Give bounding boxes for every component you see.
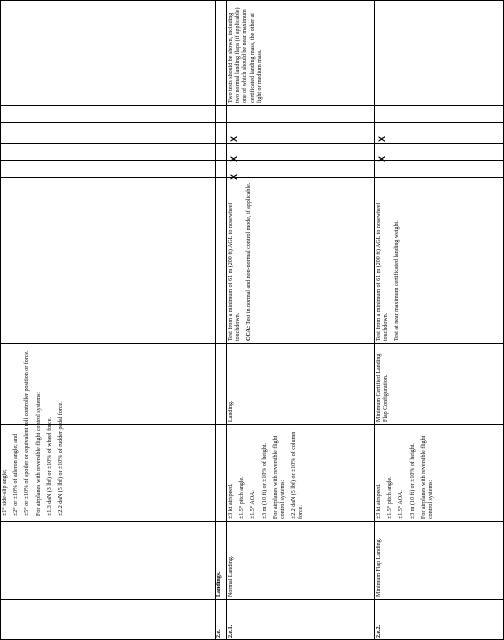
table-border-top bbox=[0, 0, 504, 1]
col-rule-number bbox=[0, 599, 504, 600]
row-2e1-number: 2.e.1. bbox=[228, 624, 234, 638]
col-rule-x4 bbox=[0, 122, 504, 123]
row-2e2-number: 2.e.2. bbox=[376, 624, 382, 638]
section-number: 2.e. bbox=[216, 629, 222, 638]
table-border-left bbox=[0, 0, 1, 640]
previous-tolerance-text: ±1° side-slip angle; ±2° or ±10% of aileron angle; and ±5° or ±10% of spoiler or equivalent roll controller position or force. For airplanes with reversible flight control systems: ±1.3 daN (3 lbf) or ±10% of wheel force. ±2.2 daN (5 lbf) or ±10% of rudder pedal force. bbox=[2, 350, 65, 516]
col-rule-x5 bbox=[0, 105, 504, 106]
row-2e2-condition: Minimum Certified Landing Flap Configuration. bbox=[376, 353, 390, 422]
row-2e1-x-mark-1: X bbox=[229, 173, 240, 181]
col-rule-tolerance bbox=[0, 521, 504, 522]
row-2e1-remarks: Test from a minimum of 61 m (200 ft) AGL to nosewheel touchdown. CCA: Test in normal and non-normal control mode, if applicable. bbox=[228, 182, 253, 341]
col-rule-x2 bbox=[0, 160, 504, 161]
row-2e2-remarks: Test from a minimum of 61 m (200 ft) AGL to nosewheel touchdown. Test at near maximum certificated landing weight. bbox=[376, 202, 401, 341]
row-2e1-information: Two tests should be shown, including two normal landing flaps (if applicable) one of which should be near maximum certificated landing mass, the other at light or medium mass. bbox=[228, 7, 263, 103]
row-2e1-test: Normal Landing. bbox=[228, 555, 234, 597]
row-2e1-condition: Landing. bbox=[228, 400, 234, 422]
row-2e1-x-mark-3: X bbox=[229, 135, 240, 143]
row-2e2-x-mark-2: X bbox=[377, 135, 388, 143]
row-2e2-test: Minimum Flap Landing. bbox=[376, 537, 382, 597]
row-2e2-tolerance: ±3 kt airspeed. ±1.5° pitch angle. ±1.5° AOA. ±3 m (10 ft) or ±10% of height. For airplanes with reversible flight control systems: bbox=[376, 435, 435, 519]
row-rule-2e2 bbox=[374, 0, 375, 640]
section-title: Landings. bbox=[216, 571, 222, 597]
col-rule-x3 bbox=[0, 143, 504, 144]
row-2e1-x-mark-2: X bbox=[229, 155, 240, 163]
col-rule-x1 bbox=[0, 177, 504, 178]
row-2e1-tolerance: ±3 kt airspeed. ±1.5° pitch angle. ±1.5° AOA. ±3 m (10 ft) or ±10% of height. For airplanes with reversible flight control systems: ±2.2 daN (5 lbf) or ±10% of column force. bbox=[228, 431, 305, 519]
row-2e2-x-mark-1: X bbox=[377, 155, 388, 163]
row-rule-2e1 bbox=[226, 0, 227, 640]
